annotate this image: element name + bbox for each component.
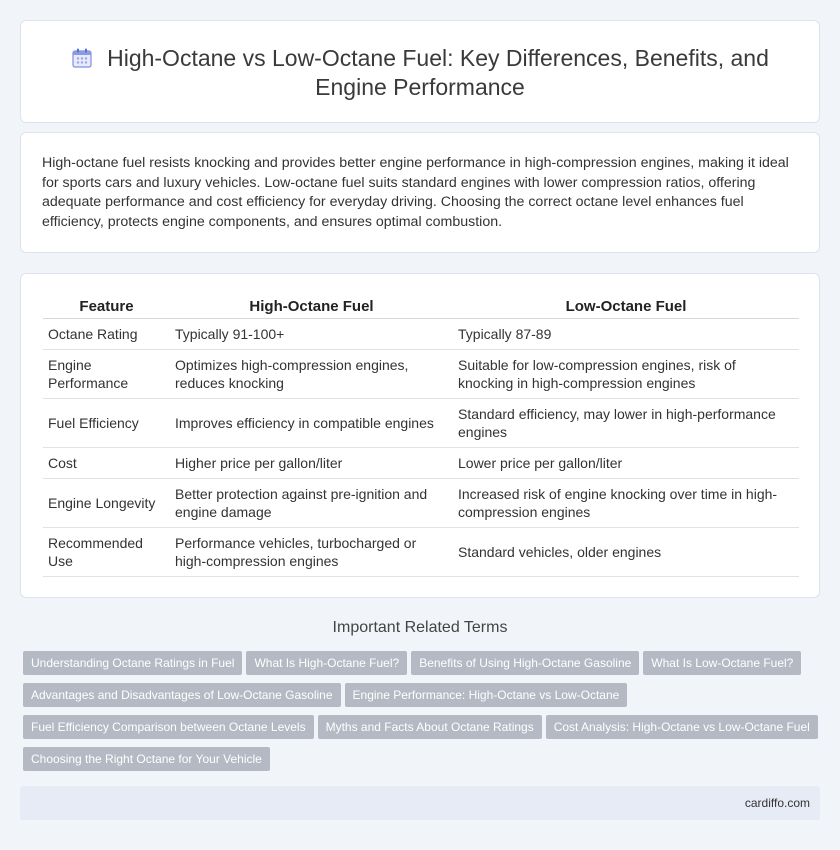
tag-link[interactable]: Myths and Facts About Octane Ratings	[318, 715, 542, 739]
cell-high-octane: Improves efficiency in compatible engines	[170, 398, 453, 447]
tag-link[interactable]: Understanding Octane Ratings in Fuel	[23, 651, 242, 675]
related-terms-tags	[23, 651, 823, 779]
header-low-octane: Low-Octane Fuel	[453, 296, 799, 318]
table-header-row	[43, 296, 799, 318]
table-row	[43, 447, 799, 478]
cell-low-octane: Increased risk of engine knocking over time in high-compression engines	[453, 478, 799, 527]
cell-high-octane: Better protection against pre-ignition and engine damage	[170, 478, 453, 527]
header-card	[20, 20, 820, 123]
cell-low-octane: Suitable for low-compression engines, risk of knocking in high-compression engines	[453, 349, 799, 398]
tag-link[interactable]: Cost Analysis: High-Octane vs Low-Octane Fuel	[546, 715, 818, 739]
comparison-table	[43, 296, 799, 577]
table-row	[43, 478, 799, 527]
intro-card	[20, 132, 820, 253]
cell-feature: Engine Performance	[43, 349, 170, 398]
footer	[20, 786, 820, 820]
table-row	[43, 398, 799, 447]
title-line-2: Engine Performance	[315, 74, 525, 100]
cell-high-octane: Higher price per gallon/liter	[170, 447, 453, 478]
tag-link[interactable]: Choosing the Right Octane for Your Vehicle	[23, 747, 270, 771]
cell-high-octane: Typically 91-100+	[170, 318, 453, 349]
cell-low-octane: Lower price per gallon/liter	[453, 447, 799, 478]
comparison-table-card	[20, 273, 820, 598]
intro-text: High-octane fuel resists knocking and provides better engine performance in high-compression engines, making it ideal for sports cars and luxury vehicles. Low-octane fuel suits standard engines with lower compression ratios, offering adequate performance and cost efficiency for everyday driving. Choosing the correct octane level enhances fuel efficiency, protects engine components, and ensures optimal combustion.	[42, 155, 789, 231]
header-feature: Feature	[43, 296, 170, 318]
table-row	[43, 318, 799, 349]
cell-low-octane: Standard efficiency, may lower in high-performance engines	[453, 398, 799, 447]
tag-row	[23, 651, 823, 683]
tag-row	[23, 683, 823, 715]
table-row	[43, 527, 799, 576]
cell-feature: Recommended Use	[43, 527, 170, 576]
calendar-icon	[71, 47, 93, 69]
title-line-1: High-Octane vs Low-Octane Fuel: Key Differences, Benefits, and	[107, 45, 769, 71]
table-row	[43, 349, 799, 398]
tag-link[interactable]: Benefits of Using High-Octane Gasoline	[411, 651, 639, 675]
cell-feature: Octane Rating	[43, 318, 170, 349]
cell-low-octane: Standard vehicles, older engines	[453, 527, 799, 576]
cell-high-octane: Performance vehicles, turbocharged or high-compression engines	[170, 527, 453, 576]
cell-feature: Cost	[43, 447, 170, 478]
cell-feature: Engine Longevity	[43, 478, 170, 527]
tag-link[interactable]: What Is High-Octane Fuel?	[246, 651, 407, 675]
footer-site[interactable]: cardiffo.com	[744, 796, 810, 810]
tag-link[interactable]: What Is Low-Octane Fuel?	[643, 651, 801, 675]
tag-link[interactable]: Fuel Efficiency Comparison between Octane Levels	[23, 715, 314, 739]
header-high-octane: High-Octane Fuel	[170, 296, 453, 318]
tag-row	[23, 715, 823, 747]
cell-feature: Fuel Efficiency	[43, 398, 170, 447]
cell-high-octane: Optimizes high-compression engines, reduces knocking	[170, 349, 453, 398]
page-title	[21, 21, 819, 102]
cell-low-octane: Typically 87-89	[453, 318, 799, 349]
tag-link[interactable]: Engine Performance: High-Octane vs Low-Octane	[345, 683, 628, 707]
tag-link[interactable]: Advantages and Disadvantages of Low-Octane Gasoline	[23, 683, 341, 707]
related-terms-title: Important Related Terms	[332, 619, 508, 636]
tag-row	[23, 747, 823, 779]
